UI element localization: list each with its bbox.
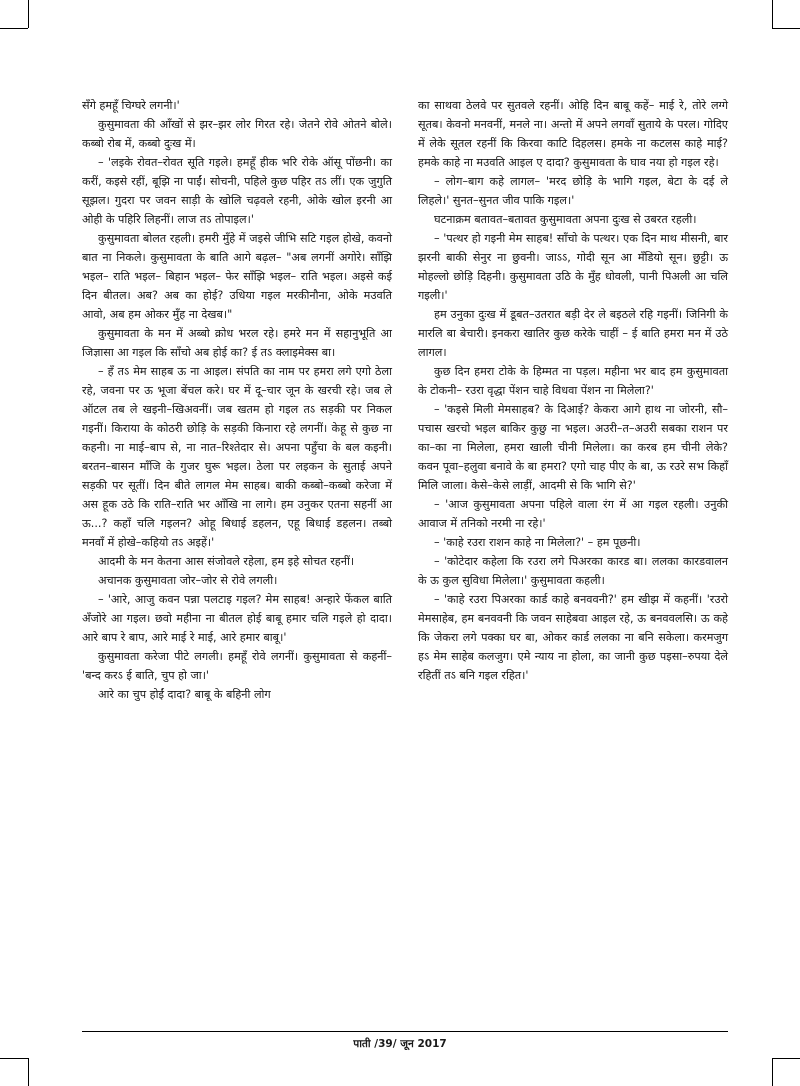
crop-mark-top-right-h xyxy=(772,28,800,29)
right-column xyxy=(418,96,728,685)
paragraph: कुछ दिन हमरा टोके के हिम्मत ना पड़ल। महीना भर बाद हम कुसुमावता के टोकनी– रउरा वृद्धा पेंशन चाहे विधवा पेंशन ना मिलेला?' xyxy=(418,365,728,397)
footer-rule xyxy=(82,1031,728,1032)
paragraph: आदमी के मन केतना आस संजोवले रहेला, हम इहे सोचत रहनीं। xyxy=(98,555,355,568)
left-column xyxy=(82,96,392,704)
paragraph: – हँ तऽ मेम साहब ऊ ना आइल। संपति का नाम पर हमरा लगे एगो ठेला रहे, जवना पर ऊ भूजा बेंचल करे। घर में दू–चार जून के खरची रहे। जब ले ऑटल तब ले खइनी–खिअवनीं। जब खतम हो गइल तऽ सड़की पर निकल गइनीं। किराया के कोठरी छोड़ि के सड़की किनारा रहे लगनीं। केहू से कुछ ना कहनी। ना माई–बाप से, ना नात–रिश्तेदार से। अपना पहुँचा के बल कइनी। बरतन–बासन माँजि के गुजर घुरू भइल। ठेला पर लइकन के सुताई अपने सड़की पर सूतीं। दिन बीते लागल मेम साहब। बाकी कब्बो–कब्बो करेजा में अस हूक उठे कि राति–राति भर आँखि ना लागे। हम उनुकर एतना सहनीं आ ऊ...? कहाँ चलि गइलन? ओहू बिधाई डहलन, एहू बिधाई डहलन। तब्बो मनवाँ में होखे–कहियो तऽ अइहें।' xyxy=(82,365,392,549)
paragraph: – 'काहे रउरा राशन काहे ना मिलेला?' – हम पूछनी। xyxy=(434,536,641,549)
paragraph: – 'काहे रउरा पिअरका कार्ड काहे बनववनी?' हम खीझ में कहनीं। 'रउरो मेमसाहेब, हम बनववनी कि जवन साहेबवा आइल रहे, ऊ बनववलसि। ऊ कहे कि जेकरा लगे पक्का घर बा, ओकर कार्ड ललका ना बनि सकेला। करमजुग हऽ मेम साहेब कलजुग। एमे न्याय ना होला, का जानी कुछ पइसा–रुपया देले रहितीं तऽ बनि गइल रहित।' xyxy=(418,593,728,682)
crop-mark-bottom-right-v xyxy=(772,1058,773,1086)
paragraph: – लोग–बाग कहे लागल– 'मरद छोड़ि के भागि गइल, बेटा के दई ले लिहले।' सुनत–सुनत जीव पाकि गइल।' xyxy=(418,175,728,207)
paragraph: – 'कोटेदार कहेला कि रउरा लगे पिअरका कारड बा। ललका कारडवालन के ऊ कुल सुविधा मिलेला।' कुसुमावता कहली। xyxy=(418,555,728,587)
paragraph: कुसुमावता करेजा पीटे लगली। हमहूँ रोवे लगनीं। कुसुमावता से कहनीं– 'बन्द करऽ ई बाति, चुप हो जा।' xyxy=(82,650,392,682)
paragraph: – 'आज कुसुमावता अपना पहिले वाला रंग में आ गइल रहली। उनुकी आवाज में तनिको नरमी ना रहे।' xyxy=(418,498,728,530)
paragraph: – 'आरे, आजु कवन पन्ना पलटाइ गइल? मेम साहब! अन्हारे फेंकल बाति अँजोरे आ गइल। छवो महीना ना बीतल होई बाबू हमार चलि गइले हो दादा। आरे बाप रे बाप, आरे माई रे माई, आरे हमार बाबू।' xyxy=(82,593,392,644)
paragraph: अचानक कुसुमावता जोर–जोर से रोवे लगली। xyxy=(98,574,278,587)
paragraph: – 'लइके रोवत–रोवत सूति गइले। हमहूँ हीक भरि रोके ऑसू पोंछनी। का करीं, कइसे रहीं, बूझि ना पाईं। सोचनी, पहिले कुछ पहिर तऽ लीं। एक जुगुति सूझल। गुदरा पर जवन साड़ी के खोलि चढ़वले रहनी, ओके खोल इरनी आ ओही के पहिरि लिहनीं। लाज तऽ तोपाइल।' xyxy=(82,156,392,226)
crop-mark-bottom-left-h xyxy=(0,1058,28,1059)
paragraph: का साथवा ठेलवे पर सुतवले रहनीं। ओहि दिन बाबू कहें– माई रे, तोरे लग्गे सूतब। केवनो मनवनीं, मनले ना। अन्तो में अपने लगवाँ सुताये के परल। गोदिए में लेके सूतल रहनीं कि किरवा काटि दिहलस। हमके ना कटलस काहे माई? हमके काहे ना मउवति आइल ए दादा? कुसुमावता के घाव नया हो गइल रहे। xyxy=(418,99,728,169)
paragraph: – 'पत्थर हो गइनी मेम साहब! साँचो के पत्थर। एक दिन माथ मीसनी, बार झरनी बाकी सेनुर ना छुवनी। जाऽऽ, गोदी सून आ मँडियो सून। छुट्टी। ऊ मोहल्लो छोड़ि दिहनी। कुसुमावता उठि के मुँह धोवली, पानी पिअली आ चलि गइली।' xyxy=(418,232,728,302)
paragraph: घटनाक्रम बतावत–बतावत कुसुमावता अपना दुःख से उबरत रहली। xyxy=(434,213,697,226)
paragraph: कुसुमावता बोलत रहली। हमरी मुँहे में जइसे जीभि सटि गइल होखे, कवनो बात ना निकले। कुसुमावता के बाति आगे बढ़ल– "अब लगनीं अगोरे। साँझि भइल– राति भइल– बिहान भइल– फेर साँझि भइल– राति भइल। अइसे कई दिन बीतल। अब? अब का होई? उधिया गइल मरकीनौना, ओके मउवति आवो, अब हम ओकर मुँह ना देखब।" xyxy=(82,232,392,321)
crop-mark-top-left-h xyxy=(0,28,28,29)
paragraph: – 'कइसे मिली मेमसाहब? के दिआई? केकरा आगे हाथ ना जोरनी, सौ–पचास खरचो भइल बाकिर कुछु ना भइल। अउरी–त–अउरी सबका राशन पर का–का ना मिलेला, हमरा खाली चीनी मिलेला। का करब हम चीनी लेके? कवन पूवा–हलुवा बनावे के बा हमरा? एगो चाह पीए के बा, ऊ रउरे सभ किहाँ मिलि जाला। केसे–केसे लाड़ीं, आदमी से कि भागि से?' xyxy=(418,403,728,492)
crop-mark-top-right-v xyxy=(772,0,773,28)
paragraph: आरे का चुप होईं दादा? बाबू के बहिनी लोग xyxy=(98,688,271,701)
crop-mark-bottom-left-v xyxy=(28,1058,29,1086)
paragraph: सँगे हमहूँ चिग्घरे लगनी।' xyxy=(82,99,180,112)
paragraph: कुसुमावता की आँखों से झर–झर लोर गिरत रहे। जेतने रोवे ओतने बोले। कब्बो रोब में, कब्बो दुःख में। xyxy=(82,118,392,150)
paragraph: कुसुमावता के मन में अब्बो क्रोध भरल रहे। हमरे मन में सहानुभूति आ जिज्ञासा आ गइल कि साँचो अब होई का? ई तऽ क्लाइमेक्स बा। xyxy=(82,327,392,359)
page-footer: पाती /39/ जून 2017 xyxy=(353,1038,447,1050)
paragraph: हम उनुका दुःख में डूबत–उतरात बड़ी देर ले बइठले रहि गइनीं। जिनिगी के मारलि बा बेचारी। इनकरा खातिर कुछ करेके चाहीं – ई बाति हमरा मन में उठे लागल। xyxy=(418,308,728,359)
crop-mark-top-left-v xyxy=(28,0,29,28)
crop-mark-bottom-right-h xyxy=(772,1058,800,1059)
